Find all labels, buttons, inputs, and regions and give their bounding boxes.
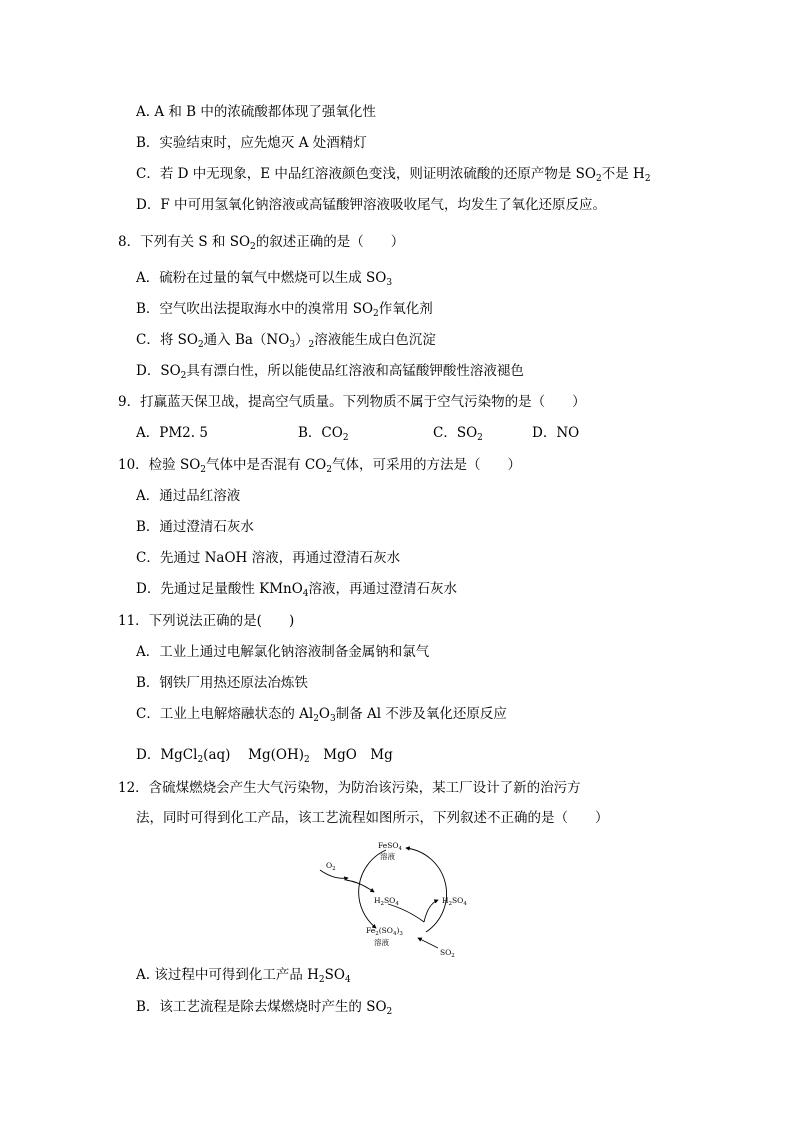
q12-stem-line1: 12．含硫煤燃烧会产生大气污染物，为防治该污染，某工厂设计了新的治污方	[118, 780, 581, 796]
q11-option-b: B．钢铁厂用热还原法冶炼铁	[136, 675, 308, 691]
so2-arrow	[418, 938, 438, 948]
q10-option-b: B．通过澄清石灰水	[136, 519, 254, 535]
h2so4-output-label: $H_2SO_4$	[442, 896, 467, 907]
q8-option-b: B．空气吹出法提取海水中的溴常用 $SO_2$作氧化剂	[136, 301, 433, 319]
h2so4-output-arrow	[424, 900, 438, 922]
q10-option-a: A．通过品红溶液	[136, 488, 241, 504]
q10-option-d: D．先通过足量酸性 KMnO$_4$溶液，再通过澄清石灰水	[136, 581, 458, 599]
q10-stem: 10．检验 $SO_2$气体中是否混有 $CO_2$气体，可采用的方法是（ ）	[118, 457, 521, 475]
q7-option-a: A. A 和 B 中的浓硫酸都体现了强氧化性	[136, 104, 376, 120]
so2-label: $SO_2$	[440, 948, 455, 959]
fe2so43-label: $Fe_2(SO_4)_3$	[366, 926, 403, 937]
q10-option-c: C．先通过 NaOH 溶液，再通过澄清石灰水	[136, 550, 401, 566]
q11-option-d: D．MgCl$_2$(aq) $Mg(OH)_2$ MgO Mg	[136, 747, 393, 765]
feso4-label: FeSO$_4$	[378, 841, 403, 852]
q12-option-a: A. 该过程中可得到化工产品 $H_2SO_4$	[136, 967, 351, 985]
q8-option-d: D．$SO_2$具有漂白性，所以能使品红溶液和高锰酸钾酸性溶液褪色	[136, 363, 524, 381]
solution-top-label: 溶液	[380, 852, 395, 861]
solution-bottom-label: 溶液	[374, 938, 389, 947]
q9-option-c: C．$SO_2$	[433, 425, 483, 443]
h2so4-inner-to-fe	[388, 904, 424, 922]
q9-stem: 9．打赢蓝天保卫战，提高空气质量。下列物质不属于空气污染物的是（ ）	[118, 394, 586, 410]
q7-option-b: B．实验结束时，应先熄灭 A 处酒精灯	[136, 135, 367, 151]
process-flow-diagram	[316, 840, 496, 962]
q11-option-a: A．工业上通过电解氯化钠溶液制备金属钠和氯气	[136, 644, 430, 660]
q9-option-d: D．NO	[532, 425, 580, 441]
q8-option-a: A．硫粉在过量的氧气中燃烧可以生成 $SO_3$	[136, 270, 393, 288]
q11-option-c: C．工业上电解熔融状态的 $Al_2O_3$制备 Al 不涉及氧化还原反应	[136, 706, 507, 724]
q7-option-d: D．F 中可用氢氧化钠溶液或高锰酸钾溶液吸收尾气，均发生了氧化还原反应。	[136, 197, 606, 213]
q11-stem: 11．下列说法正确的是( )	[118, 613, 295, 629]
q9-option-a: A．PM2. 5	[136, 425, 208, 441]
q9-option-b: B．$CO_2$	[298, 425, 349, 443]
h2so4-inner-label: $H_2SO_4$	[374, 896, 399, 907]
q7-option-c: C．若 D 中无现象，E 中品红溶液颜色变浅，则证明浓硫酸的还原产物是 $SO_2$不是 $H_2$	[136, 166, 651, 184]
q8-stem: 8．下列有关 S 和 $SO_2$的叙述正确的是（ ）	[118, 234, 405, 252]
cycle-arc-left	[359, 850, 386, 928]
q8-option-c: C．将 $SO_2$通入 $Ba(NO_3)_2$溶液能生成白色沉淀	[136, 332, 436, 350]
q12-option-b: B．该工艺流程是除去煤燃烧时产生的 $SO_2$	[136, 999, 393, 1017]
q12-stem-line2: 法，同时可得到化工产品，该工艺流程如图所示，下列叙述不正确的是（ ）	[136, 810, 609, 826]
cycle-arc-right	[406, 848, 447, 932]
o2-label: $O_2$	[326, 861, 336, 872]
